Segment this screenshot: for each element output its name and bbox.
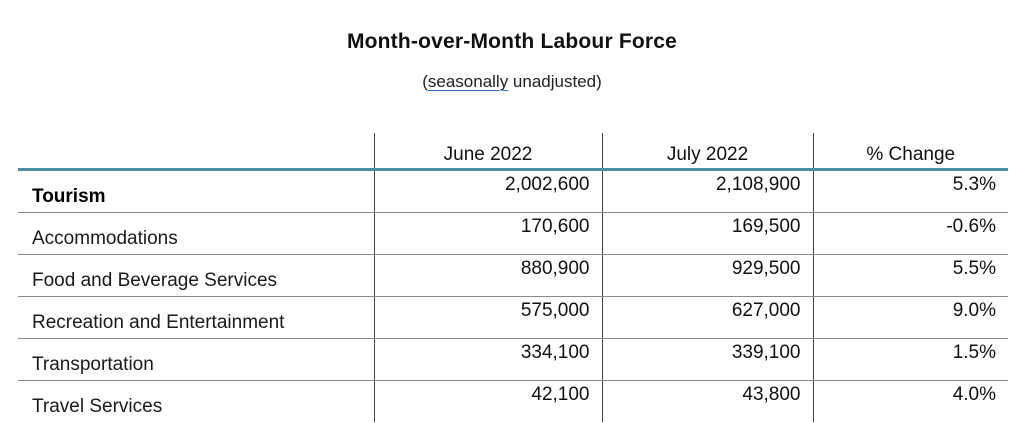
table-row-travel-services xyxy=(18,381,1008,423)
document-subtitle xyxy=(0,72,1024,92)
table-row-food-beverage xyxy=(18,255,1008,297)
cell-june: 334,100 xyxy=(374,339,602,381)
table-header-row xyxy=(18,133,1008,170)
row-label: Food and Beverage Services xyxy=(18,255,374,297)
cell-june: 575,000 xyxy=(374,297,602,339)
subtitle-open-paren: ( xyxy=(422,72,428,91)
document-title: Month-over-Month Labour Force xyxy=(346,30,678,53)
cell-june: 42,100 xyxy=(374,381,602,423)
table-row-recreation xyxy=(18,297,1008,339)
cell-june: 170,600 xyxy=(374,213,602,255)
row-label: Travel Services xyxy=(32,396,163,417)
table-row-tourism xyxy=(18,170,1008,213)
table-row-accommodations xyxy=(18,213,1008,255)
header-label-column xyxy=(18,133,374,170)
row-label: Transportation xyxy=(18,339,374,381)
cell-july: 339,100 xyxy=(602,339,813,381)
cell-june: 2,002,600 xyxy=(374,170,602,213)
cell-june: 880,900 xyxy=(374,255,602,297)
header-june-2022: June 2022 xyxy=(374,133,602,170)
row-label: Tourism xyxy=(18,170,374,213)
cell-change: 4.0% xyxy=(813,381,1008,423)
cell-july: 43,800 xyxy=(602,381,813,423)
labour-force-table xyxy=(18,133,1008,422)
cell-july: 2,108,900 xyxy=(602,170,813,213)
cell-july: 929,500 xyxy=(602,255,813,297)
row-label: Accommodations xyxy=(18,213,374,255)
cell-change: 5.3% xyxy=(813,170,1008,213)
cell-july: 627,000 xyxy=(602,297,813,339)
cell-change: 1.5% xyxy=(813,339,1008,381)
subtitle-rest: unadjusted) xyxy=(508,72,602,91)
table-row-transportation xyxy=(18,339,1008,381)
cell-change: -0.6% xyxy=(813,213,1008,255)
row-label: Recreation and Entertainment xyxy=(18,297,374,339)
cell-change: 9.0% xyxy=(813,297,1008,339)
cell-july: 169,500 xyxy=(602,213,813,255)
cell-change: 5.5% xyxy=(813,255,1008,297)
header-percent-change: % Change xyxy=(813,133,1008,170)
header-july-2022: July 2022 xyxy=(602,133,813,170)
subtitle-spellcheck-word: seasonally xyxy=(427,72,509,91)
